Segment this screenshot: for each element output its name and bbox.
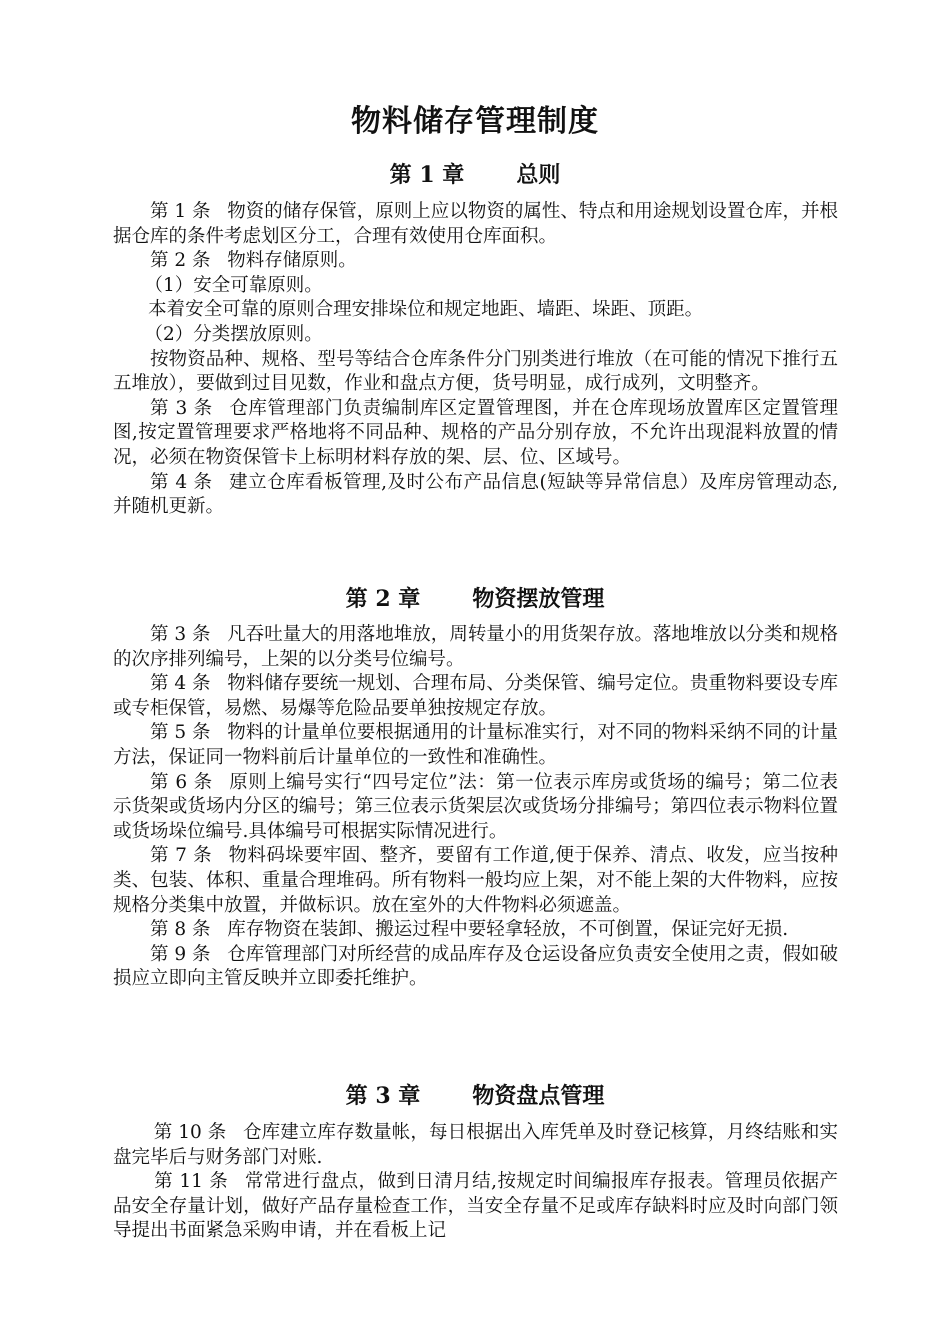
- article-text: 物资的储存保管，原则上应以物资的属性、特点和用途规划设置仓库，并根据仓库的条件考虑划区分工，合理有效使用仓库面积。: [113, 201, 838, 247]
- article-text: 物料存储原则。: [227, 250, 357, 272]
- chapter-heading: [0, 160, 950, 190]
- paragraph: 本着安全可靠的原则合理安排垛位和规定地距、墙距、垛距、顶距。: [148, 299, 704, 321]
- article-text: 物料储存要统一规划、合理布局、分类保管、编号定位。贵重物料要设专库或专柜保管，易燃、易爆等危险品要单独按规定存放。: [113, 673, 838, 719]
- article-paragraph: [113, 1121, 838, 1170]
- paragraph: 按物资品种、规格、型号等结合仓库条件分门别类进行堆放（在可能的情况下推行五五堆放），要做到过目见数，作业和盘点方便，货号明显，成行成列，文明整齐。: [113, 348, 838, 395]
- article-paragraph: [113, 943, 838, 992]
- article-label: 第 8 条: [150, 919, 211, 941]
- article-text: 物料码垛要牢固、整齐，要留有工作道,便于保养、清点、收发，应当按种类、包装、体积、重量合理堆码。所有物料一般均应上架，对不能上架的大件物料，应按规格分类集中放置，并做标识。放在室外的大件物料必须遮盖。: [113, 845, 838, 916]
- article-text: 仓库管理部门对所经营的成品库存及仓运设备应负责安全使用之责，假如破损应立即向主管反映并立即委托维护。: [113, 943, 838, 990]
- chapter-body: [113, 1121, 838, 1244]
- article-label: 第 4 条: [150, 471, 213, 493]
- chapter-name: 物资盘点管理: [472, 1083, 605, 1109]
- chapter-name: 物资摆放管理: [472, 586, 605, 612]
- article-paragraph: [113, 844, 838, 918]
- article-paragraph: [113, 471, 838, 520]
- chapter-heading: [0, 584, 950, 614]
- chapter-number: 第 3 章: [345, 1083, 421, 1109]
- document-title: 物料储存管理制度: [351, 104, 599, 139]
- article-text: 物料的计量单位要根据通用的计量标准实行，对不同的物料采纳不同的计量方法，保证同一物料前后计量单位的一致性和准确性。: [113, 722, 838, 768]
- chapter-body: [113, 200, 838, 520]
- article-label: 第 3 条: [150, 397, 213, 419]
- article-paragraph: [113, 397, 838, 471]
- article-paragraph: [113, 200, 838, 249]
- chapter-number: 第 2 章: [345, 586, 421, 612]
- article-paragraph: [113, 623, 838, 672]
- article-label: 第 7 条: [150, 845, 212, 867]
- article-label: 第 1 条: [150, 201, 211, 222]
- article-text: 仓库管理部门负责编制库区定置管理图，并在仓库现场放置库区定置管理图,按定置管理要求严格地将不同品种、规格的产品分别存放，不允许出现混料放置的情况，必须在物资保管卡上标明材料存放的架、层、位、区域号。: [113, 397, 838, 468]
- article-paragraph: [113, 672, 838, 721]
- chapter-number: 第 1 章: [389, 162, 465, 188]
- article-text: 建立仓库看板管理,及时公布产品信息(短缺等异常信息）及库房管理动态,并随机更新。: [113, 471, 838, 518]
- article-paragraph: [113, 918, 838, 943]
- article-label: 第 3 条: [150, 624, 211, 645]
- chapter-heading: [0, 1081, 950, 1111]
- article-paragraph: [113, 249, 838, 274]
- article-label: 第 6 条: [150, 771, 213, 793]
- list-item: （1）安全可靠原则。: [144, 274, 323, 296]
- article-label: 第 4 条: [150, 673, 211, 695]
- article-label: 第 9 条: [150, 943, 211, 965]
- article-paragraph: [113, 721, 838, 770]
- article-label: 第 2 条: [150, 250, 211, 272]
- article-label: 第 10 条: [153, 1122, 227, 1143]
- list-item: （2）分类摆放原则。: [144, 323, 323, 345]
- chapter-body: [113, 623, 838, 992]
- article-text: 常常进行盘点，做到日清月结,按规定时间编报库存报表。管理员依据产品安全存量计划，做好产品存量检查工作，当安全存量不足或库存缺料时应及时向部门领导提出书面紧急采购申请，并在看板上记: [113, 1171, 838, 1242]
- article-text: 库存物资在装卸、搬运过程中要轻拿轻放，不可倒置，保证完好无损.: [227, 919, 789, 941]
- article-paragraph: [113, 771, 838, 845]
- article-paragraph: [113, 1170, 838, 1244]
- article-label: 第 11 条: [153, 1171, 229, 1193]
- article-label: 第 5 条: [150, 722, 211, 744]
- chapter-name: 总则: [516, 162, 561, 188]
- article-text: 原则上编号实行“四号定位”法：第一位表示库房或货场的编号；第二位表示货架或货场内分区的编号；第三位表示货架层次或货场分排编号；第四位表示物料位置或货场垛位编号.具体编号可根据实际情况进行。: [113, 771, 838, 842]
- article-text: 仓库建立库存数量帐，每日根据出入库凭单及时登记核算，月终结账和实盘完毕后与财务部门对账.: [113, 1122, 838, 1168]
- article-text: 凡吞吐量大的用落地堆放，周转量小的用货架存放。落地堆放以分类和规格的次序排列编号，上架的以分类号位编号。: [113, 624, 838, 670]
